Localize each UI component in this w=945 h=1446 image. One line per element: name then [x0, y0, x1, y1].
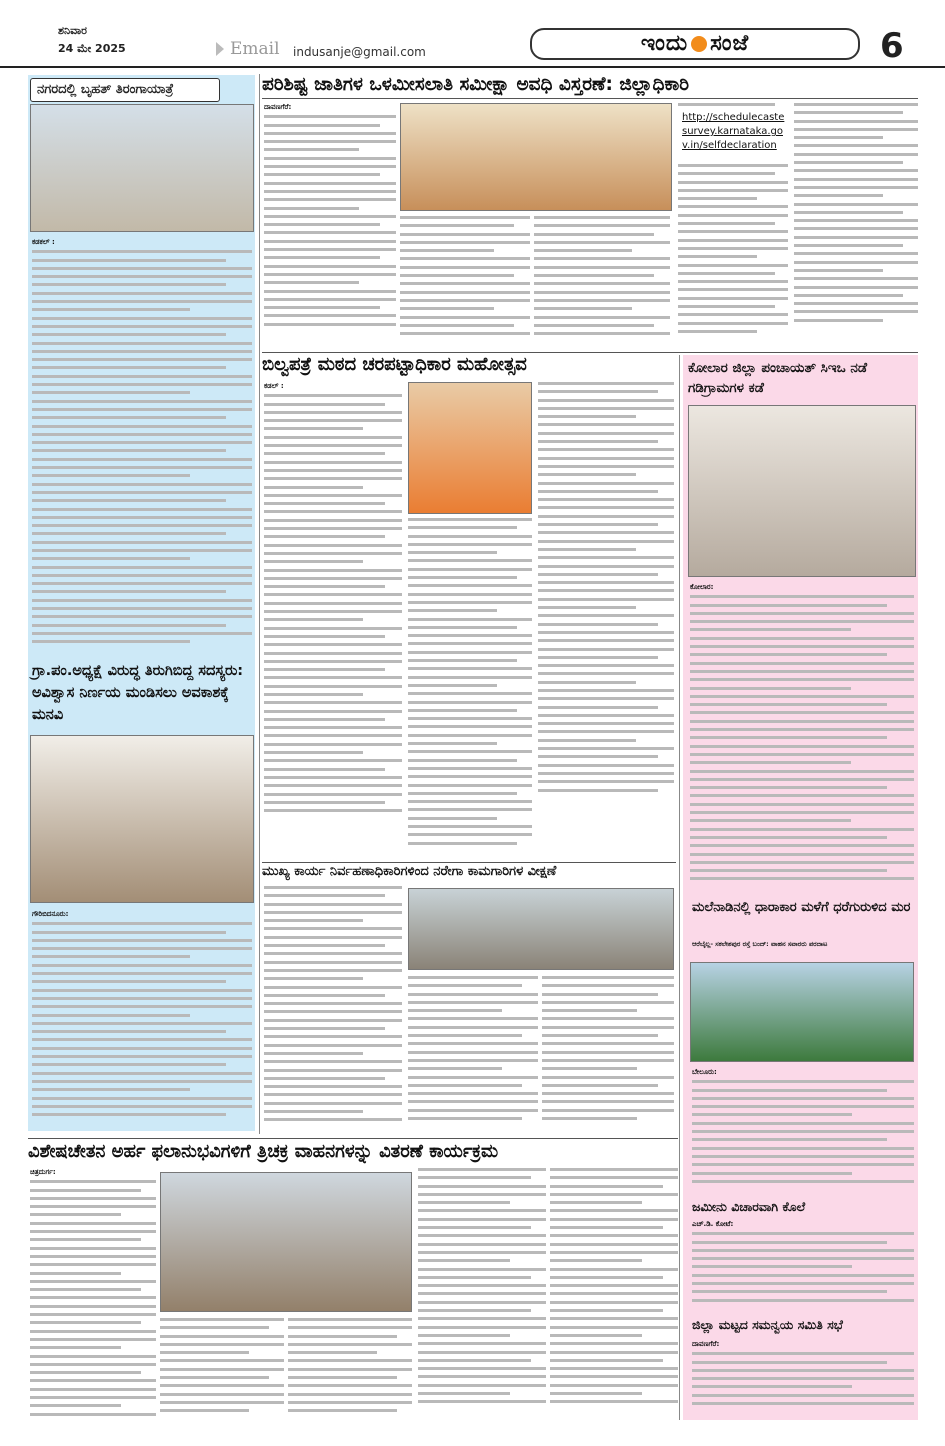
tricycle-headline: ವಿಶೇಷಚೇತನ ಅರ್ಹ ಫಲಾನುಭವಿಗಳಿಗೆ ತ್ರಿಚಕ್ರ ವಾಹನಗಳನ್ನು ವಿತರಣೆ ಕಾರ್ಯಕ್ರಮ — [28, 1141, 499, 1162]
narega-headline: ಮುಖ್ಯ ಕಾರ್ಯ ನಿರ್ವಹಣಾಧಿಕಾರಿಗಳಿಂದ ನರೇಗಾ ಕಾಮಗಾರಿಗಳ ವೀಕ್ಷಣೆ — [262, 864, 557, 879]
tricycle-body-col4 — [418, 1168, 546, 1420]
bilvapatre-body-col2 — [408, 518, 532, 858]
no-confidence-photo — [30, 735, 254, 903]
tricycle-dateline: ಚಿತ್ರದುರ್ಗ: — [30, 1168, 56, 1176]
narega-body-col3 — [542, 976, 674, 1128]
kolar-pharmacy-photo — [688, 405, 916, 577]
bilvapatre-swamiji-photo — [408, 382, 532, 514]
bilvapatre-dateline: ಕಡಲ್ : — [264, 382, 284, 390]
tree-subheadline: ಆರೆಬೈಲ್ಲ- ಸಕಲೇಶಪುರ ರಸ್ತೆ ಬಂದ್: ವಾಹನ ಸವಾರರು ಪರದಾಟ — [692, 940, 828, 948]
issue-day: ಶನಿವಾರ — [58, 24, 87, 37]
logo-right-word: ಸಂಜೆ — [710, 31, 750, 57]
issue-date: 24 ಮೇ 2025 — [58, 42, 126, 55]
tree-body-text — [692, 1068, 914, 1194]
survey-body-col2 — [400, 216, 530, 348]
bilvapatre-body-col1 — [264, 382, 402, 858]
newspaper-logo — [530, 28, 860, 60]
survey-body-col4 — [678, 164, 788, 348]
masthead — [0, 0, 945, 68]
logo-left-word: ಇಂದು — [640, 31, 689, 57]
page-number: 6 — [880, 26, 904, 66]
meeting-body-text — [692, 1340, 914, 1416]
murder-headline: ಜಮೀನು ವಿಚಾರವಾಗಿ ಕೊಲೆ — [692, 1199, 806, 1214]
email-label: Email — [230, 39, 280, 59]
narega-body-col1 — [264, 886, 402, 1128]
tricycle-body-col3 — [288, 1318, 412, 1420]
no-confidence-body-text — [32, 910, 252, 1126]
tiranga-body-text — [32, 238, 252, 684]
bilvapatre-body-col3 — [538, 382, 674, 858]
tiranga-headline: ನಗರದಲ್ಲಿ ಬೃಹತ್ ತಿರಂಗಾಯಾತ್ರೆ — [30, 78, 220, 102]
no-confidence-headline: ಗ್ರಾ.ಪಂ.ಅಧ್ಯಕ್ಷೆ ವಿರುದ್ಧ ತಿರುಗಿಬಿದ್ದ ಸದಸ್ಯರು: ಅವಿಶ್ವಾಸ ನಿರ್ಣಯ ಮಂಡಿಸಲು ಅವಕಾಶಕ್ಕೆ ಮನವಿ — [32, 663, 244, 723]
survey-release-photo — [400, 103, 672, 211]
meeting-headline: ಜಿಲ್ಲಾ ಮಟ್ಟದ ಸಮನ್ವಯ ಸಮಿತಿ ಸಭೆ — [692, 1317, 843, 1332]
kolar-body-text — [690, 583, 914, 895]
murder-body-text — [692, 1220, 914, 1312]
narega-officials-photo — [408, 888, 674, 970]
survey-body-col1 — [264, 103, 396, 347]
survey-body-col5 — [794, 103, 918, 348]
meeting-dateline: ದಾವಣಗೆರೆ: — [692, 1340, 720, 1348]
kolar-dateline: ಕೋಲಾರ: — [690, 583, 714, 591]
survey-selfdeclaration-link[interactable]: http://schedulecastesurvey.karnataka.gov.in/selfdeclaration — [682, 112, 785, 151]
no-confidence-dateline: ಗೌರಿಬಿದನೂರು: — [32, 910, 69, 918]
tricycle-body-col2 — [160, 1318, 284, 1420]
tree-fallen-photo — [690, 962, 914, 1062]
narega-body-col2 — [408, 976, 538, 1128]
bilvapatre-headline: ಬಿಲ್ವಪತ್ರೆ ಮಠದ ಚರಪಟ್ಟಾಧಿಕಾರ ಮಹೋತ್ಸವ — [262, 354, 527, 375]
tiranga-rally-photo — [30, 104, 254, 232]
tricycle-body-col1 — [30, 1168, 156, 1420]
kolar-headline: ಕೋಲಾರ ಜಿಲ್ಲಾ ಪಂಚಾಯತ್ ಸಿಇಒ ನಡೆ ಗಡಿಗ್ರಾಮಗಳ ಕಡೆ — [688, 360, 868, 396]
logo-sun-icon — [691, 36, 707, 52]
tricycle-body-col5 — [550, 1168, 678, 1420]
tricycle-distribution-photo — [160, 1172, 412, 1312]
survey-body-col3 — [534, 216, 670, 348]
tiranga-dateline: ಕಡಕಲ್ : — [32, 238, 55, 246]
tree-dateline: ಬೇಲೂರು: — [692, 1068, 717, 1076]
email-address[interactable]: indusanje@gmail.com — [293, 45, 426, 59]
tree-headline: ಮಲೆನಾಡಿನಲ್ಲಿ ಧಾರಾಕಾರ ಮಳೆಗೆ ಧರೆಗುರುಳಿದ ಮರ — [692, 900, 911, 915]
survey-headline: ಪರಿಶಿಷ್ಟ ಜಾತಿಗಳ ಒಳಮೀಸಲಾತಿ ಸಮೀಕ್ಷಾ ಅವಧಿ ವಿಸ್ತರಣೆ: ಜಿಲ್ಲಾಧಿಕಾರಿ — [262, 74, 690, 95]
murder-dateline: ಎಚ್.ಡಿ. ಕೋಟೆ: — [692, 1220, 734, 1228]
email-arrow-icon — [216, 42, 224, 56]
survey-dateline: ದಾವಣಗೆರೆ: — [264, 103, 292, 111]
